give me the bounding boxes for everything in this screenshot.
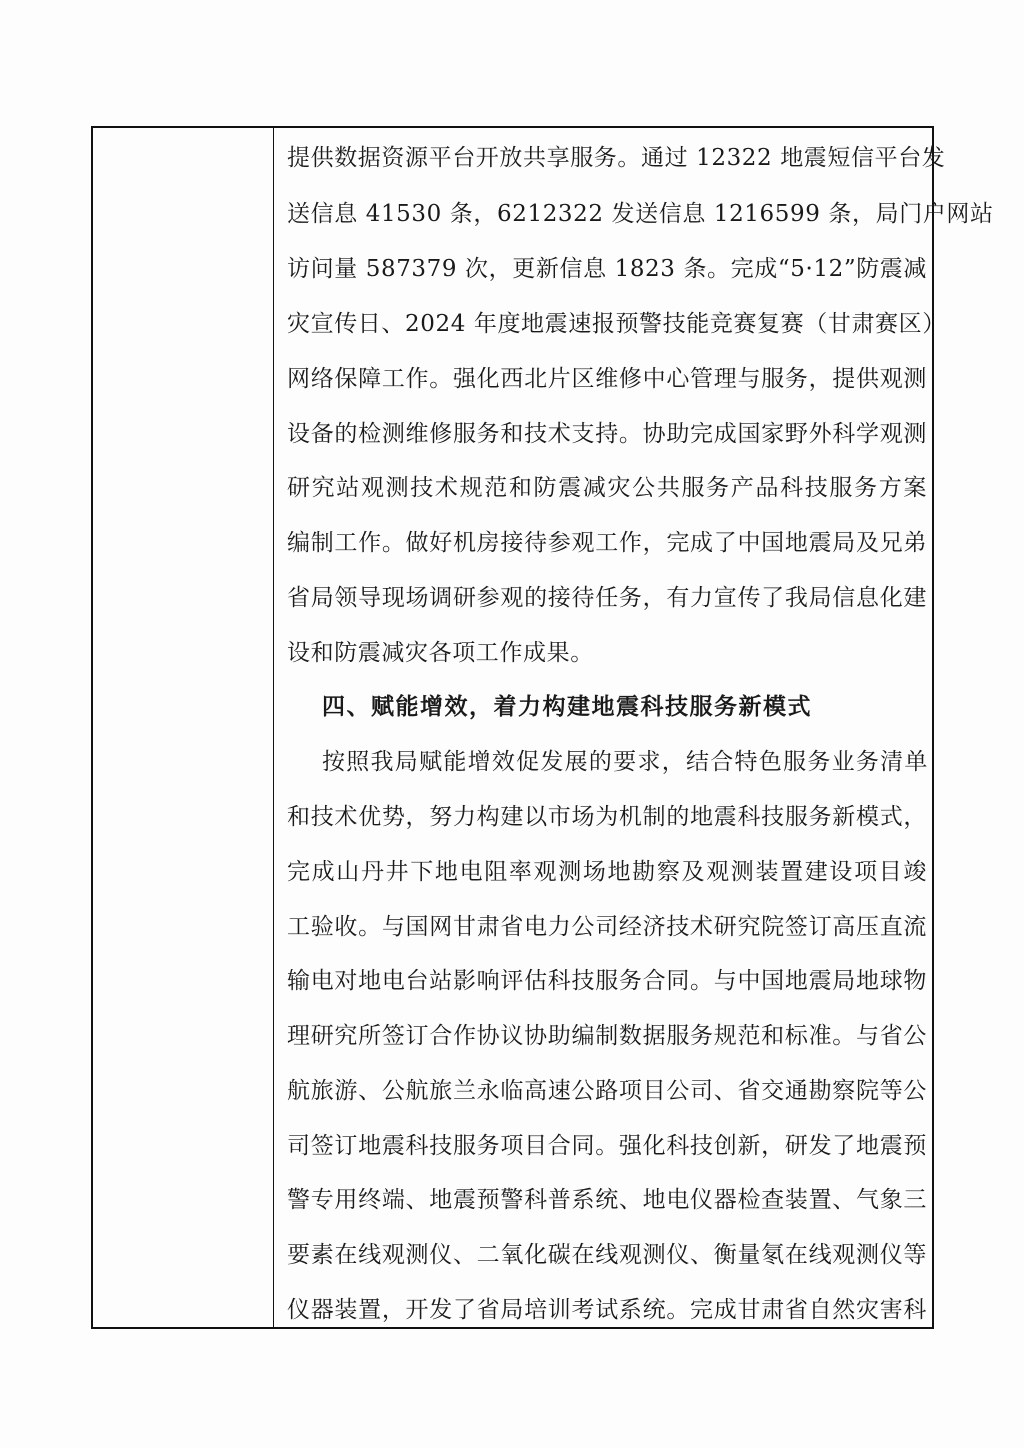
text-line: 按照我局赋能增效促发展的要求，结合特色服务业务清单 bbox=[322, 749, 928, 775]
text-line: 设和防震减灾各项工作成果。 bbox=[287, 640, 594, 666]
text-line: 输电对地电台站影响评估科技服务合同。与中国地震局地球物 bbox=[287, 968, 927, 994]
text-line: 省局领导现场调研参观的接待任务，有力宣传了我局信息化建 bbox=[287, 585, 927, 611]
text-line: 完成山丹井下地电阻率观测场地勘察及观测装置建设项目竣 bbox=[287, 859, 927, 885]
text-line: 司签订地震科技服务项目合同。强化科技创新，研发了地震预 bbox=[287, 1133, 927, 1159]
text-line: 工验收。与国网甘肃省电力公司经济技术研究院签订高压直流 bbox=[287, 914, 927, 940]
text-line: 访问量 587379 次，更新信息 1823 条。完成“5·12”防震减 bbox=[287, 256, 927, 282]
text-line: 设备的检测维修服务和技术支持。协助完成国家野外科学观测 bbox=[287, 421, 927, 447]
text-line: 送信息 41530 条，6212322 发送信息 1216599 条，局门户网站 bbox=[287, 201, 994, 227]
text-line: 网络保障工作。强化西北片区维修中心管理与服务，提供观测 bbox=[287, 366, 927, 392]
text-line: 航旅游、公航旅兰永临高速公路项目公司、省交通勘察院等公 bbox=[287, 1078, 927, 1104]
table-content-cell bbox=[276, 128, 994, 1327]
text-line: 研究站观测技术规范和防震减灾公共服务产品科技服务方案 bbox=[287, 475, 927, 501]
section-heading: 四、赋能增效，着力构建地震科技服务新模式 bbox=[322, 693, 812, 720]
text-line: 理研究所签订合作协议协助编制数据服务规范和标准。与省公 bbox=[287, 1023, 927, 1049]
report-table bbox=[91, 126, 994, 1329]
text-line: 和技术优势，努力构建以市场为机制的地震科技服务新模式， bbox=[287, 804, 927, 830]
text-line: 灾宣传日、2024 年度地震速报预警技能竞赛复赛（甘肃赛区） bbox=[287, 311, 946, 337]
text-line: 要素在线观测仪、二氧化碳在线观测仪、衡量氡在线观测仪等 bbox=[287, 1242, 927, 1268]
text-line: 提供数据资源平台开放共享服务。通过 12322 地震短信平台发 bbox=[287, 145, 946, 171]
text-line: 编制工作。做好机房接待参观工作，完成了中国地震局及兄弟 bbox=[287, 530, 927, 556]
table-label-cell bbox=[93, 128, 274, 1327]
text-line: 警专用终端、地震预警科普系统、地电仪器检查装置、气象三 bbox=[287, 1187, 927, 1213]
text-line: 仪器装置，开发了省局培训考试系统。完成甘肃省自然灾害科 bbox=[287, 1297, 927, 1323]
